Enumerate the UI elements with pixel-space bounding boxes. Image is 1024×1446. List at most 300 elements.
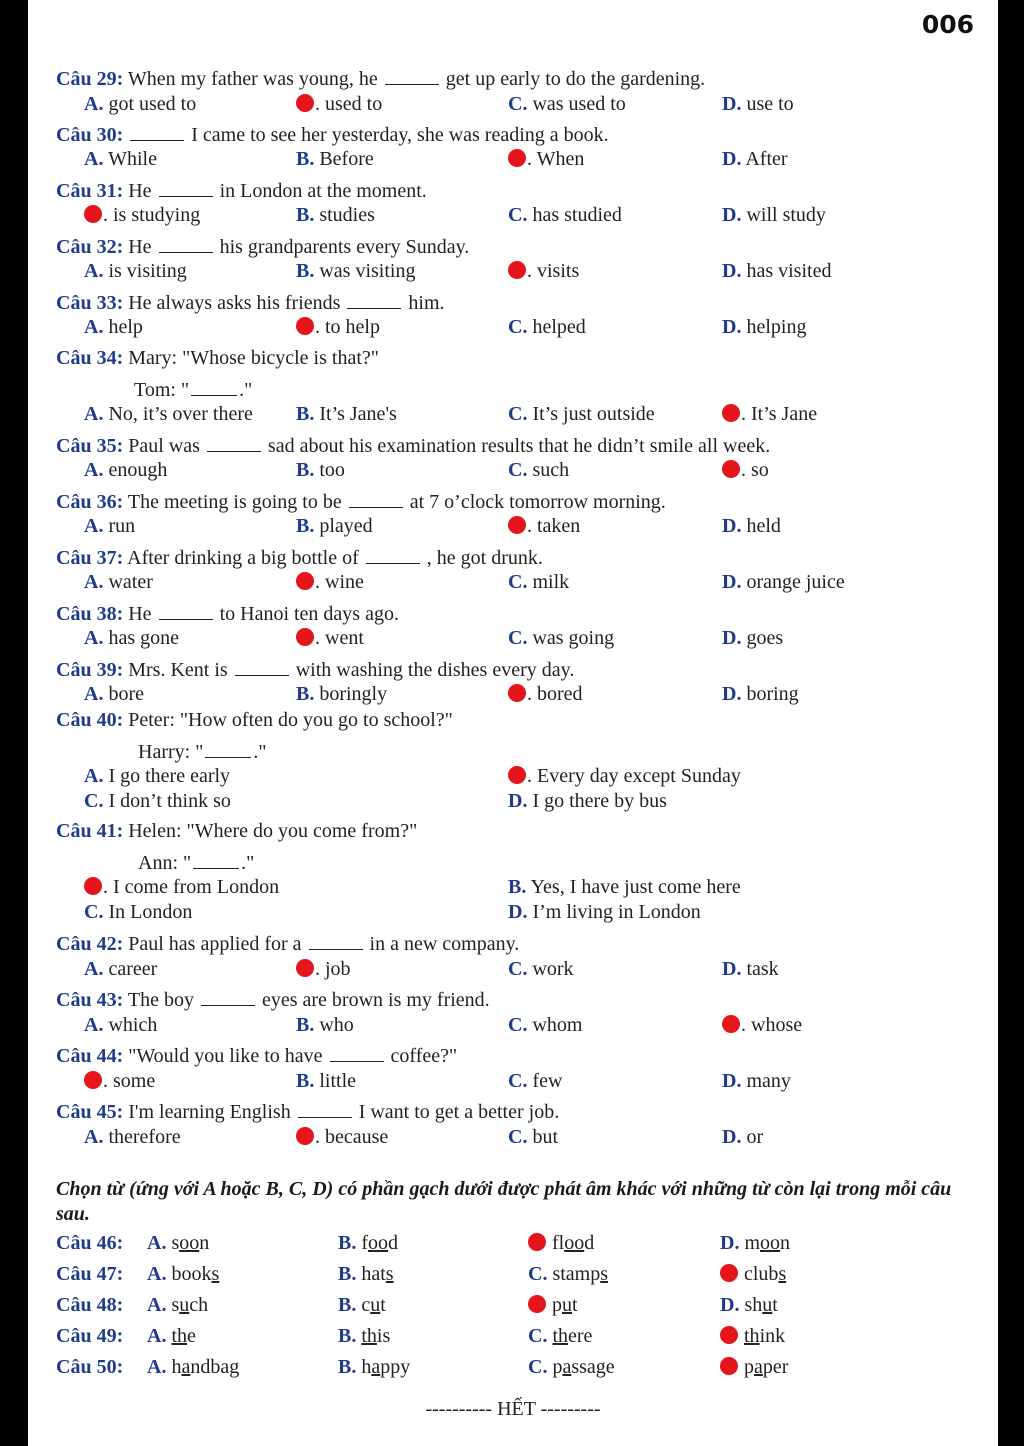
reply-speaker: Ann: "	[138, 852, 192, 874]
pronunciation-option[interactable]	[528, 1324, 592, 1348]
word-part: per	[762, 1356, 789, 1378]
answer-option[interactable]	[296, 402, 397, 426]
option-letter: A.	[147, 1325, 167, 1347]
pronunciation-option[interactable]	[147, 1324, 196, 1348]
word-part: t	[772, 1294, 778, 1316]
option-text: task	[746, 958, 779, 980]
answer-option[interactable]	[508, 875, 741, 899]
option-letter: C.	[84, 790, 104, 812]
option-text: bore	[108, 683, 144, 705]
question-stem	[56, 1099, 559, 1124]
option-text: visits	[537, 260, 580, 282]
word-part: ndbag	[190, 1356, 240, 1378]
question-number: Câu 30:	[56, 124, 124, 146]
underlined-sound: th	[361, 1325, 377, 1347]
pronunciation-option[interactable]	[528, 1355, 615, 1379]
question-stem	[56, 819, 417, 843]
option-letter: C.	[508, 627, 528, 649]
answer-option[interactable]	[296, 259, 415, 283]
question-text-after: eyes are brown is my friend.	[261, 989, 490, 1011]
selected-answer-dot	[296, 317, 314, 335]
pronunciation-option[interactable]	[338, 1324, 390, 1348]
option-letter: A.	[84, 515, 104, 537]
option-letter: C.	[508, 958, 528, 980]
option-letter: D.	[722, 316, 742, 338]
answer-option[interactable]	[722, 957, 779, 981]
option-letter: A.	[84, 765, 104, 787]
question-number: Câu 39:	[56, 659, 124, 681]
option-letter: B.	[296, 1014, 315, 1036]
answer-option[interactable]: . so	[722, 458, 769, 482]
answer-blank[interactable]	[347, 290, 401, 309]
option-text: bored	[537, 683, 583, 705]
option-letter: A.	[84, 148, 104, 170]
option-text: In London	[108, 901, 193, 923]
option-letter: D.	[722, 627, 742, 649]
question-number: Câu 42:	[56, 933, 124, 955]
option-text: is visiting	[108, 260, 187, 282]
option-text: job	[325, 958, 351, 980]
selected-answer-dot	[296, 572, 314, 590]
underlined-sound: u	[562, 1294, 572, 1316]
word-part: m	[744, 1232, 761, 1254]
question-number: Câu 33:	[56, 292, 124, 314]
option-letter: C.	[508, 204, 528, 226]
option-text: studies	[319, 204, 375, 226]
answer-option[interactable]	[84, 92, 196, 116]
option-text: whose	[751, 1014, 803, 1036]
option-text: was going	[532, 627, 615, 649]
option-text: No, it’s over there	[108, 403, 253, 425]
question-stem	[56, 489, 666, 514]
pronunciation-option[interactable]	[338, 1262, 394, 1286]
question-number: Câu 36:	[56, 491, 124, 513]
question-number: Câu 38:	[56, 603, 124, 625]
option-text: run	[108, 515, 136, 537]
underlined-sound: th	[744, 1325, 760, 1347]
option-text: It’s Jane's	[319, 403, 397, 425]
question-stem	[56, 66, 705, 91]
option-letter: B.	[296, 1070, 315, 1092]
option-text: therefore	[108, 1126, 181, 1148]
pronunciation-option[interactable]	[528, 1231, 594, 1255]
section-instruction: Chọn từ (ứng với A hoặc B, C, D) có phần gạch dưới được phát âm khác với những từ còn lại trong mỗi câu sau.	[56, 1178, 952, 1225]
question-number: Câu 44:	[56, 1045, 124, 1067]
pronunciation-option[interactable]	[147, 1231, 209, 1255]
answer-option[interactable]	[296, 458, 345, 482]
option-text: I go there by bus	[532, 790, 667, 812]
reply-speaker: Harry: "	[138, 741, 204, 763]
question-text-after: get up early to do the gardening.	[445, 68, 706, 90]
answer-option[interactable]	[508, 402, 655, 426]
option-text: so	[751, 459, 769, 481]
answer-option[interactable]	[84, 957, 157, 981]
answer-option[interactable]	[508, 203, 622, 227]
selected-answer-dot	[722, 404, 740, 422]
answer-option[interactable]	[84, 764, 230, 788]
option-text: I don’t think so	[108, 790, 231, 812]
answer-option[interactable]	[84, 458, 167, 482]
underlined-sound: a	[371, 1356, 381, 1378]
option-text: I go there early	[108, 765, 231, 787]
option-text: little	[319, 1070, 357, 1092]
question-text-after: in a new company.	[369, 933, 520, 955]
answer-blank[interactable]	[193, 850, 239, 869]
option-text: was used to	[532, 93, 626, 115]
option-text: help	[108, 316, 143, 338]
option-letter: B.	[338, 1356, 357, 1378]
option-letter: B.	[296, 204, 315, 226]
answer-option[interactable]	[84, 682, 144, 706]
answer-option[interactable]: . visits	[508, 259, 579, 283]
answer-option[interactable]	[722, 92, 794, 116]
question-stem	[56, 346, 379, 370]
option-text: which	[108, 1014, 158, 1036]
question-text-after: I want to get a better job.	[358, 1101, 560, 1123]
option-letter: D.	[722, 1126, 742, 1148]
answer-option[interactable]	[84, 1125, 181, 1149]
option-text: While	[108, 148, 157, 170]
word-part: sh	[744, 1294, 763, 1316]
option-letter: B.	[338, 1232, 357, 1254]
selected-answer-dot	[528, 1295, 546, 1313]
word-part: n	[780, 1232, 791, 1254]
underlined-sound: s	[778, 1263, 787, 1285]
question-text: He	[128, 180, 152, 202]
answer-blank[interactable]	[130, 122, 184, 141]
answer-option[interactable]	[722, 203, 826, 227]
option-text: has visited	[746, 260, 832, 282]
word-part: p	[552, 1294, 562, 1316]
answer-blank[interactable]	[201, 987, 255, 1006]
answer-option[interactable]	[722, 626, 783, 650]
underlined-sound: th	[552, 1325, 569, 1347]
answer-option[interactable]	[508, 1069, 562, 1093]
exam-page	[28, 0, 998, 1446]
answer-option[interactable]	[84, 147, 157, 171]
answer-option[interactable]: . used to	[296, 92, 382, 116]
answer-option[interactable]	[84, 402, 253, 426]
answer-option[interactable]	[722, 1069, 791, 1093]
answer-blank[interactable]	[309, 931, 363, 950]
answer-option[interactable]	[722, 570, 845, 594]
answer-option[interactable]	[84, 259, 187, 283]
answer-option[interactable]	[296, 682, 387, 706]
question-number: Câu 43:	[56, 989, 124, 1011]
option-text: such	[532, 459, 570, 481]
answer-blank[interactable]	[205, 739, 251, 758]
pronunciation-option[interactable]	[147, 1293, 208, 1317]
option-letter: B.	[296, 683, 315, 705]
answer-option[interactable]	[296, 147, 374, 171]
option-letter: C.	[508, 316, 528, 338]
question-number: Câu 29:	[56, 68, 124, 90]
question-text: Paul has applied for a	[128, 933, 302, 955]
answer-option[interactable]	[84, 1013, 157, 1037]
selected-answer-dot	[508, 684, 526, 702]
underlined-sound: oo	[179, 1232, 200, 1254]
option-letter: C.	[508, 403, 528, 425]
option-letter: B.	[296, 148, 315, 170]
word-part: f	[361, 1232, 369, 1254]
question-stem	[56, 433, 770, 458]
answer-option[interactable]: . When	[508, 147, 584, 171]
answer-option[interactable]	[508, 458, 569, 482]
answer-option[interactable]	[722, 682, 799, 706]
answer-blank[interactable]	[349, 489, 403, 508]
question-text: When my father was young, he	[127, 68, 378, 90]
question-stem	[56, 122, 609, 147]
selected-answer-dot	[528, 1233, 546, 1251]
answer-option[interactable]: . is studying	[84, 203, 200, 227]
underlined-sound: s	[211, 1263, 220, 1285]
reply-end: ."	[241, 852, 255, 874]
answer-option[interactable]: . job	[296, 957, 351, 981]
question-text-after: , he got drunk.	[426, 547, 543, 569]
answer-option[interactable]	[722, 259, 831, 283]
selected-answer-dot	[508, 261, 526, 279]
option-text: career	[108, 958, 158, 980]
option-text: or	[746, 1126, 764, 1148]
answer-option[interactable]	[722, 147, 788, 171]
word-part: hat	[361, 1263, 386, 1285]
answer-option[interactable]	[84, 626, 179, 650]
answer-option[interactable]: . because	[296, 1125, 388, 1149]
option-text: boringly	[319, 683, 388, 705]
pronunciation-option[interactable]	[147, 1262, 219, 1286]
answer-blank[interactable]	[159, 601, 213, 620]
option-text: boring	[746, 683, 799, 705]
answer-option[interactable]: . to help	[296, 315, 380, 339]
option-text: When	[536, 148, 585, 170]
option-letter: C.	[508, 1126, 528, 1148]
option-text: has studied	[532, 204, 622, 226]
question-text-after: his grandparents every Sunday.	[219, 236, 470, 258]
word-part: n	[199, 1232, 210, 1254]
question-number: Câu 40:	[56, 709, 124, 731]
underlined-sound: a	[562, 1356, 572, 1378]
question-number: Câu 37:	[56, 547, 124, 569]
option-letter: A.	[84, 260, 104, 282]
option-text: will study	[746, 204, 826, 226]
option-letter: A.	[84, 627, 104, 649]
pronunciation-option[interactable]	[720, 1293, 778, 1317]
answer-blank[interactable]	[159, 234, 213, 253]
pronunciation-option[interactable]	[528, 1293, 578, 1317]
answer-option[interactable]	[722, 514, 781, 538]
answer-option[interactable]	[84, 315, 143, 339]
underlined-sound: oo	[564, 1232, 585, 1254]
underlined-sound: u	[179, 1294, 190, 1316]
answer-option[interactable]	[296, 203, 375, 227]
answer-option[interactable]	[508, 789, 667, 813]
underlined-sound: a	[181, 1356, 191, 1378]
question-text: Mrs. Kent is	[128, 659, 228, 681]
option-letter: A.	[84, 683, 104, 705]
option-text: is studying	[113, 204, 201, 226]
answer-blank[interactable]	[159, 178, 213, 197]
option-letter: D.	[720, 1232, 740, 1254]
question-number: Câu 50:	[56, 1356, 124, 1378]
answer-option[interactable]: . taken	[508, 514, 580, 538]
option-text: orange juice	[746, 571, 845, 593]
option-text: has gone	[108, 627, 179, 649]
option-letter: D.	[722, 958, 742, 980]
option-text: work	[532, 958, 574, 980]
pronunciation-option[interactable]	[338, 1293, 386, 1317]
option-letter: B.	[296, 515, 315, 537]
option-letter: B.	[296, 459, 315, 481]
answer-option[interactable]	[296, 1069, 356, 1093]
answer-option[interactable]	[84, 789, 231, 813]
question-stem	[56, 657, 574, 682]
answer-option[interactable]	[84, 514, 135, 538]
option-text: used to	[325, 93, 383, 115]
option-letter: D.	[722, 204, 742, 226]
option-text: but	[532, 1126, 559, 1148]
reply-line	[134, 377, 252, 402]
question-number: Câu 34:	[56, 347, 124, 369]
option-text: whom	[532, 1014, 583, 1036]
pronunciation-option[interactable]	[720, 1355, 788, 1379]
answer-option[interactable]: . bored	[508, 682, 583, 706]
question-number: Câu 45:	[56, 1101, 124, 1123]
answer-option[interactable]	[508, 92, 626, 116]
word-part: ch	[189, 1294, 209, 1316]
underlined-sound: s	[600, 1263, 609, 1285]
pronunciation-option[interactable]	[338, 1231, 398, 1255]
option-text: too	[319, 459, 345, 481]
question-number: Câu 46:	[56, 1232, 124, 1254]
option-text: played	[319, 515, 373, 537]
option-text: many	[746, 1070, 791, 1092]
answer-blank[interactable]	[298, 1099, 352, 1118]
pronunciation-option[interactable]	[720, 1324, 785, 1348]
option-letter: D.	[722, 148, 742, 170]
answer-option[interactable]	[508, 315, 586, 339]
option-text: goes	[746, 627, 784, 649]
answer-option[interactable]	[508, 570, 569, 594]
pronunciation-option[interactable]	[338, 1355, 410, 1379]
answer-option[interactable]	[296, 514, 373, 538]
answer-blank[interactable]	[235, 657, 289, 676]
question-stem	[56, 234, 469, 259]
option-text: got used to	[108, 93, 197, 115]
word-part: h	[171, 1356, 182, 1378]
answer-option[interactable]	[296, 1013, 354, 1037]
option-text: enough	[108, 459, 168, 481]
option-letter: B.	[508, 876, 527, 898]
option-letter: A.	[84, 571, 104, 593]
option-letter: D.	[722, 683, 742, 705]
option-letter: C.	[528, 1325, 548, 1347]
option-letter: D.	[722, 1070, 742, 1092]
pronunciation-option[interactable]	[720, 1262, 786, 1286]
question-stem	[56, 601, 399, 626]
option-letter: A.	[84, 403, 104, 425]
question-number: Câu 32:	[56, 236, 124, 258]
answer-option[interactable]: . It’s Jane	[722, 402, 817, 426]
option-letter: B.	[338, 1294, 357, 1316]
option-letter: D.	[722, 260, 742, 282]
option-text: to help	[325, 316, 380, 338]
question-text: "Would you like to have	[128, 1045, 323, 1067]
answer-blank[interactable]	[330, 1043, 384, 1062]
option-letter: B.	[296, 403, 315, 425]
answer-option[interactable]: . I come from London	[84, 875, 279, 899]
answer-option[interactable]	[722, 315, 806, 339]
pronunciation-option[interactable]	[720, 1231, 790, 1255]
question-number: Câu 31:	[56, 180, 124, 202]
option-text: because	[325, 1126, 389, 1148]
question-number: Câu 48:	[56, 1294, 124, 1316]
answer-option[interactable]: . went	[296, 626, 364, 650]
answer-option[interactable]	[84, 900, 192, 924]
answer-option[interactable]	[508, 957, 574, 981]
word-part: ink	[759, 1325, 786, 1347]
answer-option[interactable]	[508, 900, 701, 924]
answer-option[interactable]: . whose	[722, 1013, 802, 1037]
question-number: Câu 35:	[56, 435, 124, 457]
answer-option[interactable]	[84, 570, 153, 594]
option-letter: D.	[722, 515, 742, 537]
pronunciation-option[interactable]	[528, 1262, 608, 1286]
answer-blank[interactable]	[207, 433, 261, 452]
reply-line	[138, 850, 254, 875]
reply-end: ."	[239, 379, 253, 401]
word-part: stamp	[552, 1263, 601, 1285]
answer-option[interactable]: . Every day except Sunday	[508, 764, 741, 788]
word-part: d	[584, 1232, 595, 1254]
question-text-after: coffee?"	[390, 1045, 458, 1067]
option-letter: D.	[720, 1294, 740, 1316]
answer-option[interactable]: . some	[84, 1069, 155, 1093]
underlined-sound: oo	[760, 1232, 781, 1254]
answer-option[interactable]	[722, 1125, 763, 1149]
question-stem	[56, 178, 427, 203]
underlined-sound: u	[762, 1294, 773, 1316]
option-text: who	[319, 1014, 354, 1036]
option-text: helping	[746, 316, 807, 338]
option-letter: C.	[508, 1070, 528, 1092]
answer-option[interactable]: . wine	[296, 570, 364, 594]
option-text: wine	[325, 571, 364, 593]
answer-option[interactable]	[508, 1013, 582, 1037]
question-text: Helen: "Where do you come from?"	[128, 820, 418, 842]
option-text: went	[325, 627, 364, 649]
option-letter: D.	[508, 901, 528, 923]
word-part: c	[361, 1294, 371, 1316]
option-letter: B.	[338, 1325, 357, 1347]
answer-blank[interactable]	[366, 545, 420, 564]
underlined-sound: oo	[368, 1232, 389, 1254]
option-text: few	[532, 1070, 563, 1092]
option-letter: C.	[528, 1263, 548, 1285]
pronunciation-option[interactable]	[147, 1355, 239, 1379]
underlined-sound: a	[754, 1356, 763, 1378]
question-text-after: at 7 o’clock tomorrow morning.	[409, 491, 666, 513]
question-text: He	[128, 603, 152, 625]
word-part: ppy	[380, 1356, 411, 1378]
answer-option[interactable]	[508, 626, 614, 650]
question-text-after: sad about his examination results that he didn’t smile all week.	[267, 435, 771, 457]
answer-blank[interactable]	[191, 377, 237, 396]
word-part: ere	[568, 1325, 593, 1347]
answer-blank[interactable]	[385, 66, 439, 85]
exam-code: 006	[921, 10, 974, 39]
option-letter: C.	[508, 1014, 528, 1036]
answer-option[interactable]	[508, 1125, 558, 1149]
